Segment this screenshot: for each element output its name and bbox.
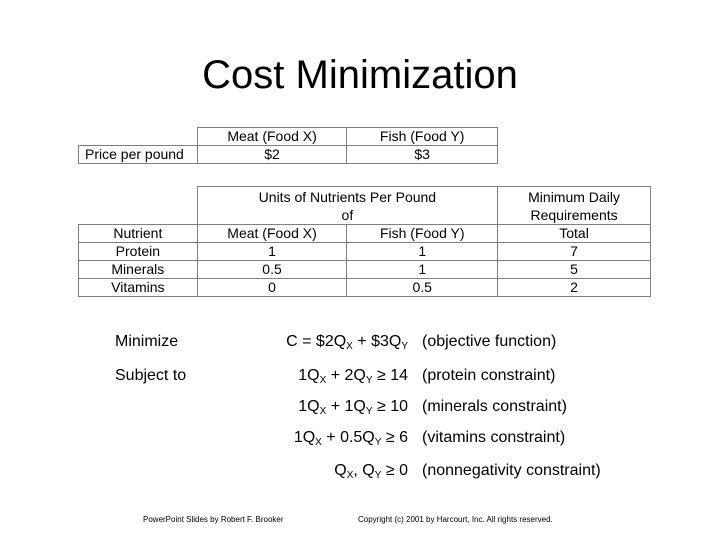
fish-units: 0.5 (347, 279, 498, 297)
nonnegativity-constraint-note: (nonnegativity constraint) (422, 462, 601, 479)
footer-credit: PowerPoint Slides by Robert F. Brooker (143, 515, 284, 524)
requirements-header: Minimum Daily Requirements (498, 187, 651, 225)
column-header-total: Total (498, 225, 651, 243)
nutrient-columns-row (79, 225, 651, 243)
daily-total: 2 (498, 279, 651, 297)
daily-total: 7 (498, 243, 651, 261)
nutrient-table (78, 186, 651, 297)
nutrient-name: Protein (79, 243, 198, 261)
fish-units: 1 (347, 243, 498, 261)
price-header-meat: Meat (Food X) (197, 128, 347, 146)
minimize-label: Minimize (115, 333, 179, 350)
nutrient-name: Vitamins (79, 279, 198, 297)
meat-units: 1 (197, 243, 347, 261)
protein-constraint-note: (protein constraint) (422, 367, 556, 384)
nutrient-group-header: Units of Nutrients Per Pound of (197, 187, 497, 225)
price-meat: $2 (197, 146, 347, 164)
vitamins-constraint-note: (vitamins constraint) (422, 429, 566, 446)
slide-title: Cost Minimization (202, 53, 518, 97)
price-header-fish: Fish (Food Y) (347, 128, 498, 146)
table-row (79, 243, 651, 261)
minerals-constraint-note: (minerals constraint) (422, 398, 567, 415)
nonnegativity-constraint: $Q_X$, $Q_Y \ge 0$ (334, 462, 408, 481)
meat-units: 0.5 (197, 261, 347, 279)
fish-units: 1 (347, 261, 498, 279)
protein-constraint: $1Q_X + 2Q_Y \ge 14$ (298, 367, 408, 386)
nutrient-group-header-row (79, 187, 651, 225)
column-header-nutrient: Nutrient (79, 225, 198, 243)
price-table (78, 127, 498, 164)
price-fish: $3 (347, 146, 498, 164)
objective-equation: $C = \$2Q_X$ + $\$3Q_Y$ (286, 333, 408, 352)
daily-total: 5 (498, 261, 651, 279)
price-table-row (79, 146, 498, 164)
objective-note: (objective function) (422, 333, 557, 350)
column-header-fish: Fish (Food Y) (347, 225, 498, 243)
table-row (79, 261, 651, 279)
price-row-label: Price per pound (79, 146, 198, 164)
price-table-header-row (79, 128, 498, 146)
price-table-corner (79, 128, 198, 146)
meat-units: 0 (197, 279, 347, 297)
nutrient-name: Minerals (79, 261, 198, 279)
table-row (79, 279, 651, 297)
minerals-constraint: $1Q_X + 1Q_Y \ge 10$ (298, 398, 408, 417)
footer-copyright: Copyright (c) 2001 by Harcourt, Inc. All rights reserved. (358, 515, 553, 524)
nutrient-table-corner (79, 187, 198, 225)
subject-to-label: Subject to (115, 367, 187, 384)
column-header-meat: Meat (Food X) (197, 225, 347, 243)
vitamins-constraint: $1Q_X + 0.5Q_Y \ge 6$ (293, 429, 408, 448)
